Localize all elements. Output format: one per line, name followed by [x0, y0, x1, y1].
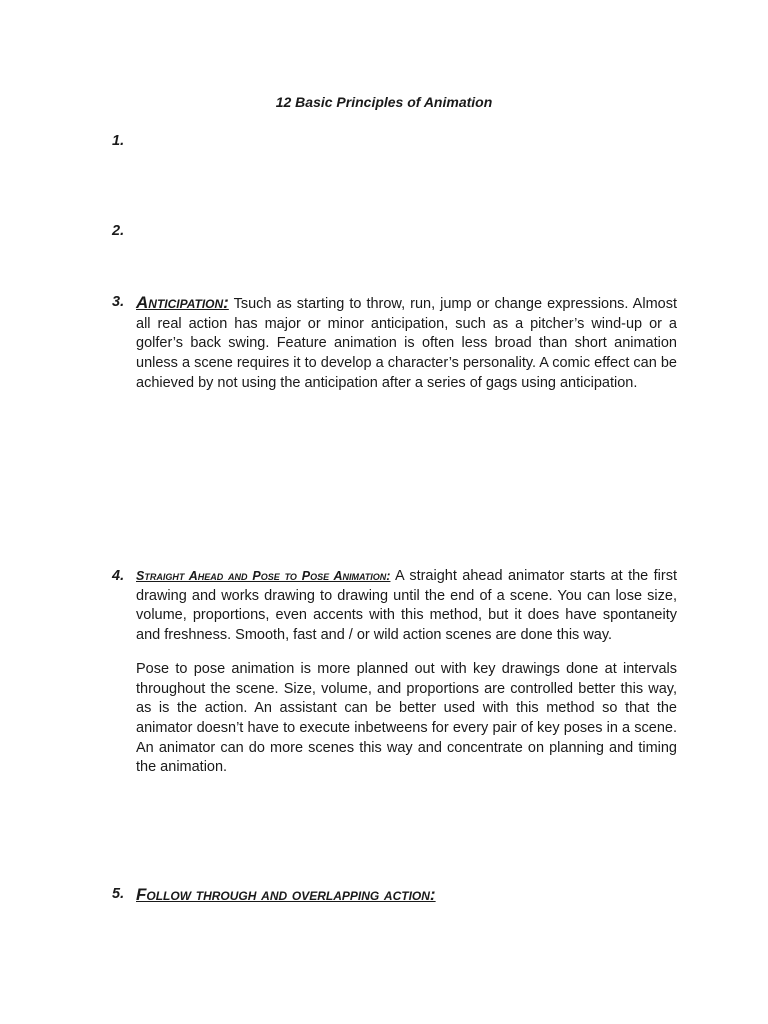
- principle-paragraph: [136, 567, 677, 646]
- principle-text: A straight ahead animator starts at the first drawing and works drawing to drawing until the end of a scene. You can lose size, volume, proportions, even accents with this method, but it does have spontaneity and freshness. Smooth, fast and / or wild action scenes are done this way.: [136, 568, 677, 644]
- principle-paragraph: [136, 293, 677, 394]
- item-number: 3.: [112, 294, 125, 310]
- principle-heading: Follow through and overlapping action:: [136, 885, 436, 904]
- principle-item-4: [112, 567, 677, 778]
- item-number: 5.: [112, 886, 125, 902]
- principle-item-5: [112, 885, 677, 907]
- item-number: 4.: [112, 568, 125, 584]
- principle-paragraph-2: Pose to pose animation is more planned out with key drawings done at intervals throughout the scene. Size, volume, and proportions are controlled better this way, as is the action. An assistant can be better used with this method so that the animator doesn’t have to execute inbetweens for every pair of key poses in a scene. An animator can do more scenes this way and concentrate on planning and timing the animation.: [136, 660, 677, 776]
- principle-item-3: [112, 293, 677, 394]
- principle-text: Tsuch as starting to throw, run, jump or change expressions. Almost all real action has major or minor anticipation, such as a pitcher’s wind-up or a golfer’s back swing. Feature animation is often less broad than short animation unless a scene requires it to develop a character’s personality. A comic effect can be achieved by not using the anticipation after a series of gags using anticipation.: [136, 296, 677, 391]
- principle-heading: Anticipation:: [136, 293, 229, 312]
- document-title: 12 Basic Principles of Animation: [275, 94, 493, 110]
- principle-heading: Straight Ahead and Pose to Pose Animation:: [136, 569, 391, 583]
- item-number: 1.: [112, 133, 125, 149]
- item-number: 2.: [112, 223, 125, 239]
- principle-paragraph: [136, 885, 677, 907]
